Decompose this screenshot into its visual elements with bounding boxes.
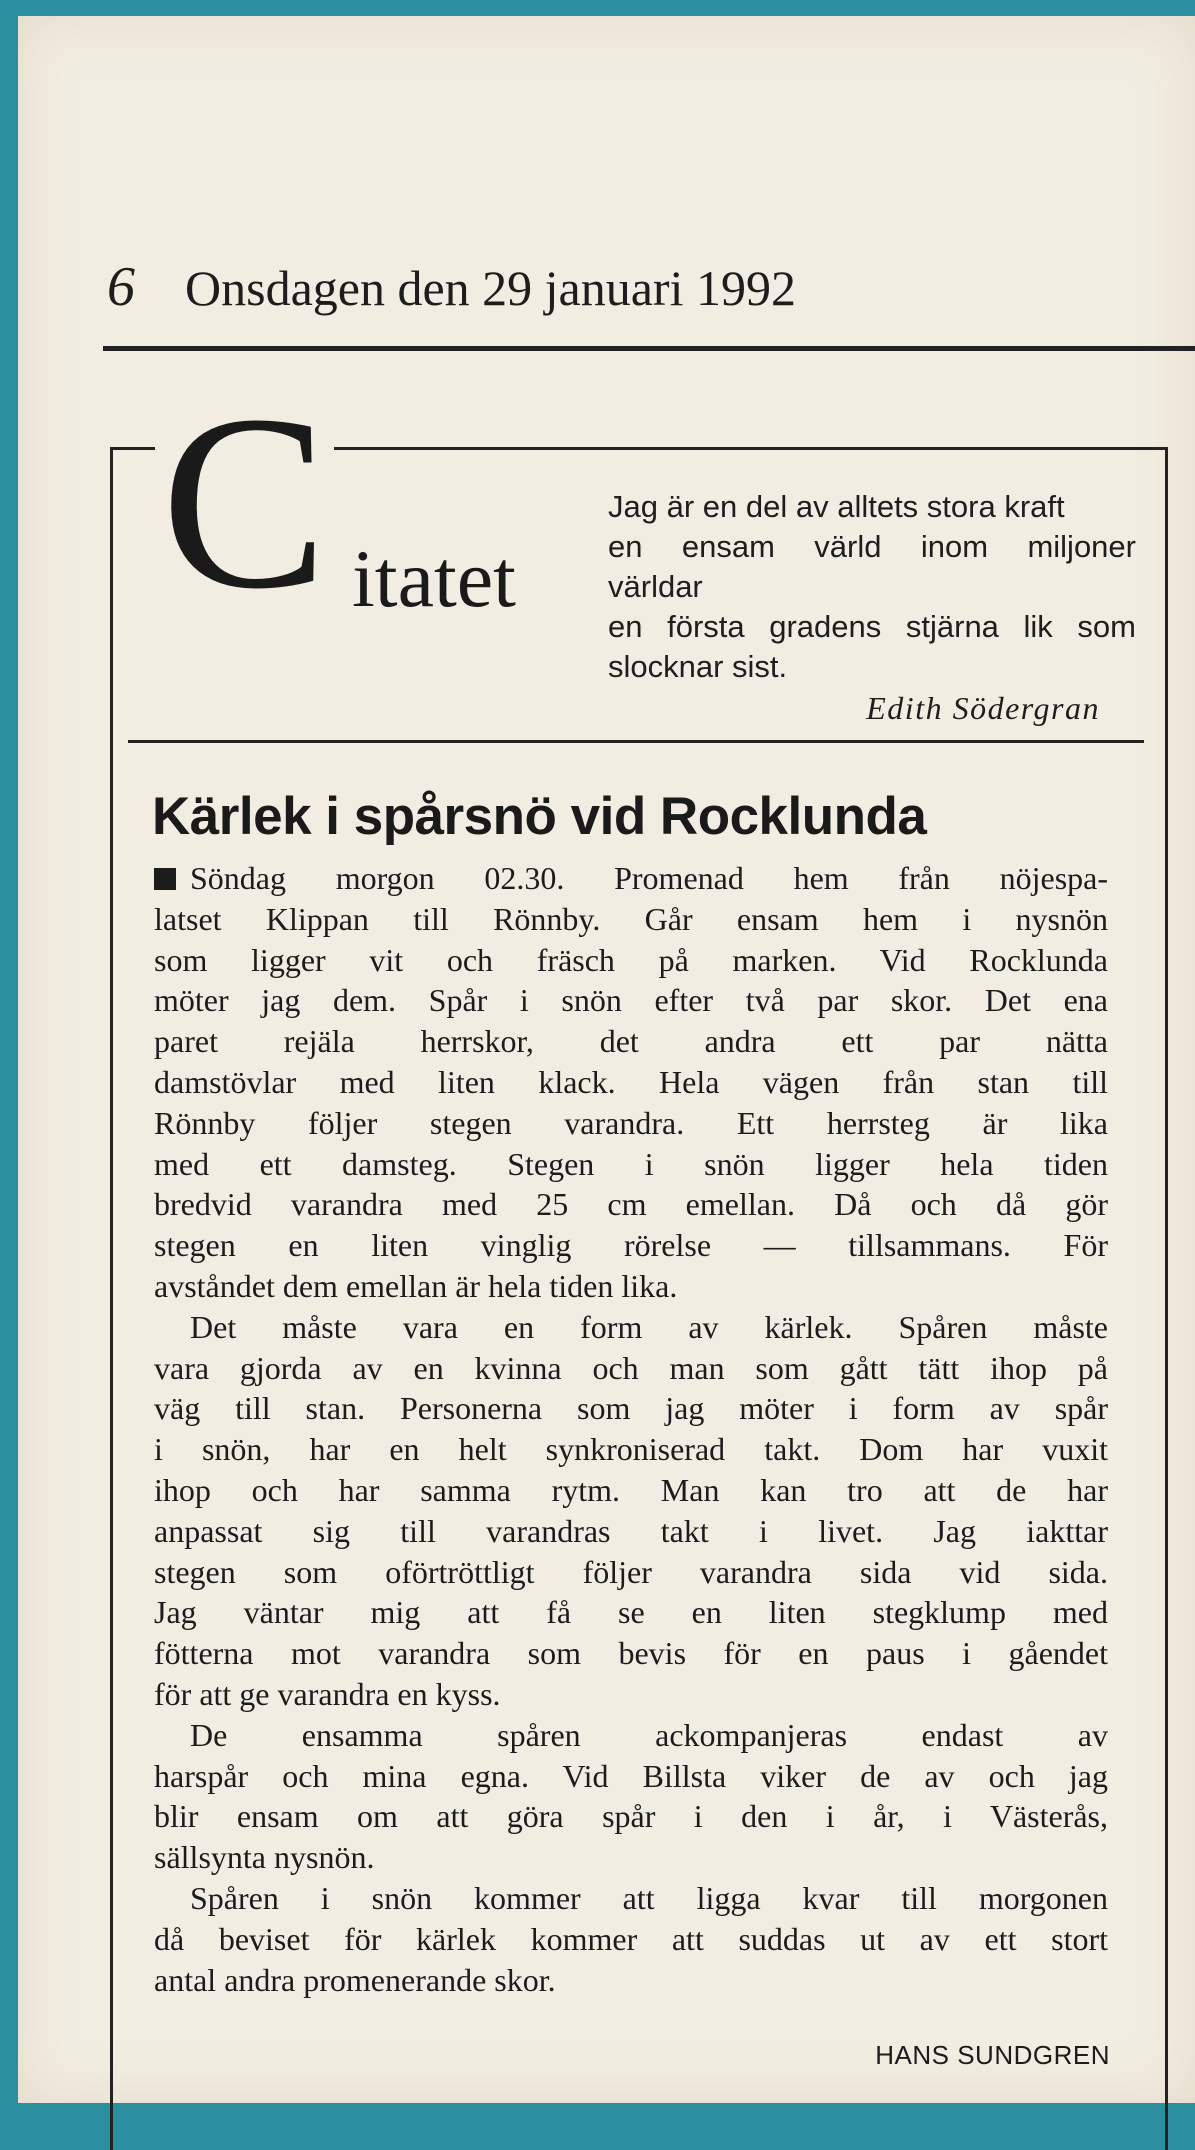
article-line: Det måste vara en form av kärlek. Spåren måste [190,1308,1108,1345]
article-line: harspår och mina egna. Vid Billsta viker de av och jag [154,1757,1108,1794]
article-line: väg till stan. Personerna som jag möter i form av spår [154,1390,1108,1427]
article-line: avståndet dem emellan är hela tiden lika. [154,1267,678,1304]
citatet-title: itatet [352,533,516,624]
quote-line: slocknar sist. [608,649,788,684]
article-line: ihop och har samma rytm. Man kan tro att de har [154,1471,1108,1508]
article-line: paret rejäla herrskor, det andra ett par nätta [154,1023,1108,1060]
article-headline: Kärlek i spårsnö vid Rocklunda [152,787,927,846]
article-line [154,858,1108,899]
article-line: damstövlar med liten klack. Hela vägen från stan till [154,1063,1108,1100]
article-line: då beviset för kärlek kommer att suddas ut av ett stort [154,1920,1108,1957]
article-line: som ligger vit och fräsch på marken. Vid Rocklunda [154,941,1108,978]
page-header [107,255,1195,325]
page-number: 6 [107,256,135,318]
quote-line: en första gradens stjärna lik som [608,609,1136,644]
quote-author: Edith Södergran [866,690,1100,726]
quote-line: världar [608,569,703,604]
article-line: anpassat sig till varandras takt i livet. Jag iakttar [154,1512,1108,1549]
article-line: Rönnby följer stegen varandra. Ett herrsteg är lika [154,1104,1108,1141]
section-rule [128,740,1144,743]
article-line: vara gjorda av en kvinna och man som gått tätt ihop på [154,1349,1108,1386]
article-line: i snön, har en helt synkroniserad takt. Dom har vuxit [154,1431,1108,1468]
header-rule [103,346,1195,351]
article-line: fötterna mot varandra som bevis för en paus i gåendet [154,1635,1108,1672]
article-line: antal andra promenerande skor. [154,1961,556,1998]
citatet-initial: C [155,378,334,628]
square-bullet-icon [154,868,176,890]
article-byline: HANS SUNDGREN [875,2040,1110,2070]
article-line: Jag väntar mig att få se en liten stegklump med [154,1594,1108,1631]
article-line-text: Söndag morgon 02.30. Promenad hem från nöjespa- [190,860,1108,896]
article-line: blir ensam om att göra spår i den i år, i Västerås, [154,1798,1108,1835]
article-line: latset Klippan till Rönnby. Går ensam hem i nysnön [154,900,1108,937]
article-line: med ett damsteg. Stegen i snön ligger hela tiden [154,1145,1108,1182]
publication-date: Onsdagen den 29 januari 1992 [185,260,796,316]
quote-text [608,487,1136,687]
quote-line: en ensam värld inom miljoner [608,529,1136,564]
article-line: stegen en liten vinglig rörelse — tillsammans. För [154,1227,1108,1264]
article-line: sällsynta nysnön. [154,1839,375,1876]
article-line: bredvid varandra med 25 cm emellan. Då och då gör [154,1186,1108,1223]
article-line: för att ge varandra en kyss. [154,1675,501,1712]
article-line: De ensamma spåren ackompanjeras endast av [190,1716,1108,1753]
article-body [154,858,1108,2000]
quote-line: Jag är en del av alltets stora kraft [608,489,1065,524]
article-line: stegen som oförtröttligt följer varandra sida vid sida. [154,1553,1108,1590]
article-line: Spåren i snön kommer att ligga kvar till morgonen [190,1879,1108,1916]
article-line: möter jag dem. Spår i snön efter två par skor. Det ena [154,982,1108,1019]
